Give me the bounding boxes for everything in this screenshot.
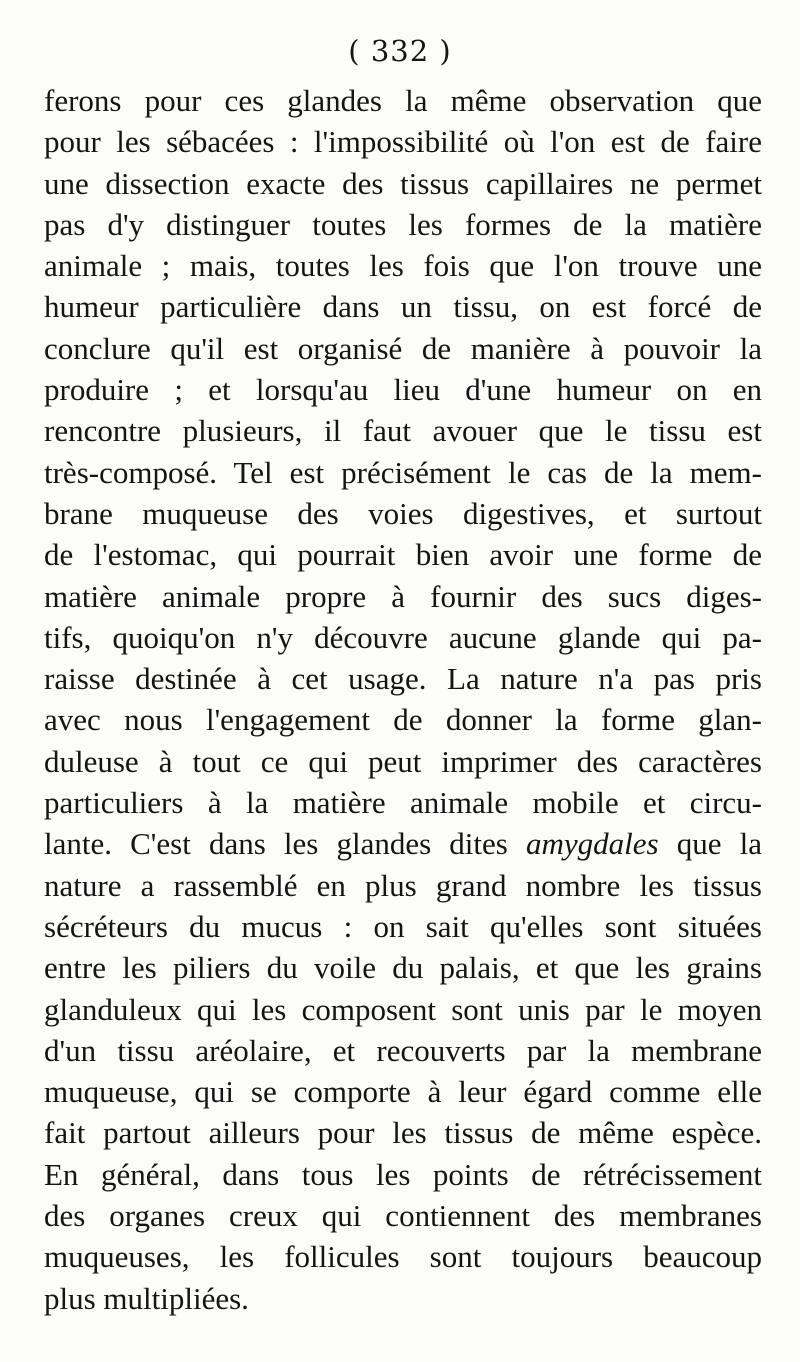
text-line: pas d'y distinguer toutes les formes de la matière bbox=[44, 206, 762, 242]
text-line-mixed bbox=[44, 823, 762, 864]
text-line: muqueuses, les follicules sont toujours beaucoup bbox=[44, 1239, 762, 1275]
text-line: conclure qu'il est organisé de manière à pouvoir la bbox=[44, 330, 762, 366]
text-line: En général, dans tous les points de rétrécissement bbox=[44, 1156, 762, 1192]
text-line: ferons pour ces glandes la même observation que bbox=[44, 83, 762, 118]
text-line: avec nous l'engagement de donner la forme glan- bbox=[44, 702, 762, 738]
text-line: produire ; et lorsqu'au lieu d'une humeur on en bbox=[44, 372, 762, 408]
italic-term: amygdales bbox=[526, 826, 659, 862]
text-line: fait partout ailleurs pour les tissus de même espèce. bbox=[44, 1115, 762, 1151]
text-line: sécréteurs du mucus : on sait qu'elles sont situées bbox=[44, 908, 762, 944]
text-line: rencontre plusieurs, il faut avouer que le tissu est bbox=[44, 413, 762, 449]
text-segment: que la bbox=[676, 826, 763, 862]
text-line: glanduleux qui les composent sont unis par le moyen bbox=[44, 991, 762, 1027]
text-line: humeur particulière dans un tissu, on est forcé de bbox=[44, 289, 762, 325]
text-line: brane muqueuse des voies digestives, et surtout bbox=[44, 495, 762, 531]
text-line: duleuse à tout ce qui peut imprimer des caractères bbox=[44, 743, 762, 779]
text-line: matière animale propre à fournir des sucs diges- bbox=[44, 578, 762, 614]
text-line: entre les piliers du voile du palais, et que les grains bbox=[44, 950, 762, 986]
text-line: pour les sébacées : l'impossibilité où l'on est de faire bbox=[44, 124, 762, 160]
text-segment: lante. C'est dans les glandes dites bbox=[44, 826, 508, 862]
text-line: particuliers à la matière animale mobile et circu- bbox=[44, 785, 762, 821]
page-number: ( 332 ) bbox=[348, 34, 452, 68]
text-line: animale ; mais, toutes les fois que l'on trouve une bbox=[44, 248, 762, 284]
text-line: nature a rassemblé en plus grand nombre les tissus bbox=[44, 867, 762, 903]
text-line: tifs, quoiqu'on n'y découvre aucune glande qui pa- bbox=[44, 619, 762, 655]
text-line-last: plus multipliées. bbox=[44, 1280, 249, 1316]
text-line: des organes creux qui contiennent des membranes bbox=[44, 1198, 762, 1234]
text-line: muqueuse, qui se comporte à leur égard comme elle bbox=[44, 1074, 762, 1110]
text-line: d'un tissu aréolaire, et recouverts par la membrane bbox=[44, 1032, 762, 1068]
text-line: très-composé. Tel est précisément le cas de la mem- bbox=[44, 454, 762, 490]
body-text bbox=[44, 80, 762, 1319]
text-line: de l'estomac, qui pourrait bien avoir une forme de bbox=[44, 537, 762, 573]
text-line: une dissection exacte des tissus capillaires ne permet bbox=[44, 165, 762, 201]
text-line: raisse destinée à cet usage. La nature n'a pas pris bbox=[44, 661, 762, 697]
